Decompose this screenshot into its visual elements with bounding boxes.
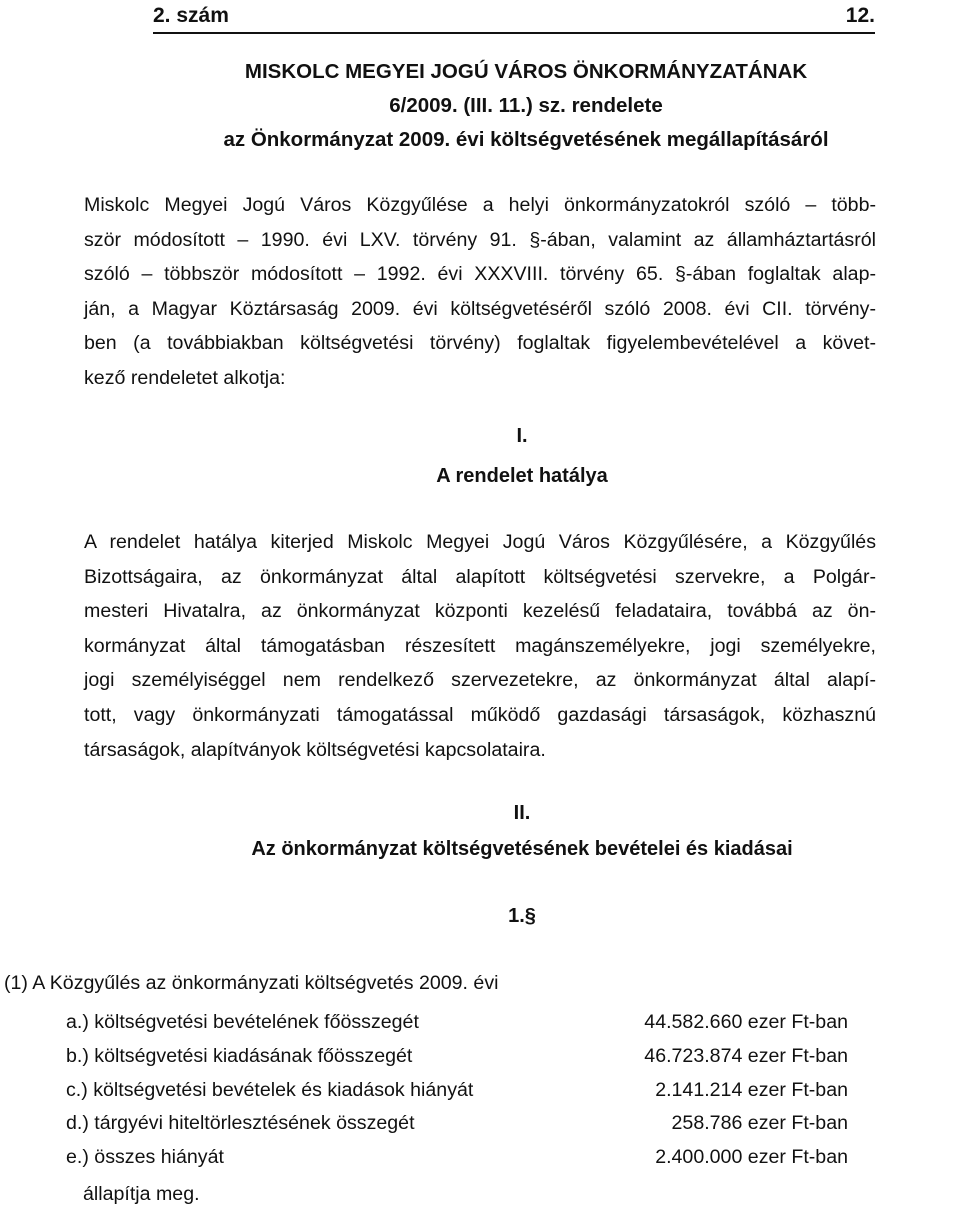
section-1-line: Bizottságaira, az önkormányzat által alapított költségvetési szervekre, a Polgár-: [84, 565, 876, 588]
paragraph-number: 1.§: [508, 905, 536, 927]
section-1-line: mesteri Hivatalra, az önkormányzat központi kezelésű feladataira, továbbá az ön-: [84, 600, 876, 623]
section-1-title: A rendelet hatálya: [436, 465, 608, 487]
preamble-line: ben (a továbbiakban költségvetési törvény) foglaltak figyelembevételével a követ-: [84, 332, 876, 355]
preamble-line: szóló – többször módosított – 1992. évi XXXVIII. törvény 65. §-ában foglaltak alap-: [84, 263, 876, 286]
page-number: 12.: [845, 4, 875, 27]
paragraph-closing: állapítja meg.: [83, 1183, 200, 1205]
budget-item-amount: 2.141.214 ezer Ft-ban: [655, 1078, 848, 1101]
section-1-line: jogi személyiséggel nem rendelkező szervezetekre, az önkormányzat által alapí-: [84, 669, 876, 692]
budget-item: [66, 1006, 848, 1040]
budget-item-label: d.) tárgyévi hiteltörlesztésének összegét: [66, 1112, 415, 1135]
paragraph-intro: (1) A Közgyűlés az önkormányzati költségvetés 2009. évi: [4, 972, 499, 994]
page-header: [153, 2, 875, 34]
budget-item: [66, 1141, 848, 1175]
title-line-3: az Önkormányzat 2009. évi költségvetésének megállapításáról: [223, 128, 829, 151]
section-1-line: társaságok, alapítványok költségvetési kapcsolataira.: [84, 738, 546, 761]
budget-item-amount: 44.582.660 ezer Ft-ban: [644, 1011, 848, 1033]
section-2-title: Az önkormányzat költségvetésének bevételei és kiadásai: [251, 838, 793, 860]
section-1-line: tott, vagy önkormányzati támogatással működő gazdasági társaságok, közhasznú: [84, 703, 876, 726]
budget-item-label: a.) költségvetési bevételének főösszegét: [66, 1011, 419, 1033]
section-1-paragraph: [84, 525, 876, 767]
budget-item: [66, 1040, 848, 1074]
budget-item-amount: 46.723.874 ezer Ft-ban: [644, 1044, 848, 1067]
budget-item-amount: 258.786 ezer Ft-ban: [671, 1112, 848, 1135]
budget-item-label: e.) összes hiányát: [66, 1146, 224, 1169]
budget-items-list: [66, 1006, 848, 1175]
issue-number: 2. szám: [153, 4, 229, 27]
title-line-1: MISKOLC MEGYEI JOGÚ VÁROS ÖNKORMÁNYZATÁNAK: [244, 60, 808, 83]
budget-item-label: c.) költségvetési bevételek és kiadások hiányát: [66, 1078, 474, 1101]
budget-item: [66, 1074, 848, 1108]
preamble-line: Miskolc Megyei Jogú Város Közgyűlése a helyi önkormányzatokról szóló – több-: [84, 194, 876, 216]
section-1-number: I.: [516, 425, 528, 447]
budget-item: [66, 1107, 848, 1141]
preamble-line: ján, a Magyar Köztársaság 2009. évi költségvetéséről szóló 2008. évi CII. törvény-: [84, 297, 876, 320]
document-title: [0, 55, 960, 157]
section-2-number: II.: [513, 802, 531, 824]
budget-item-label: b.) költségvetési kiadásának főösszegét: [66, 1044, 413, 1067]
preamble-paragraph: [84, 188, 876, 396]
section-1-line: A rendelet hatálya kiterjed Miskolc Megyei Jogú Város Közgyűlésére, a Közgyűlés: [84, 531, 876, 553]
budget-item-amount: 2.400.000 ezer Ft-ban: [655, 1146, 848, 1169]
preamble-line: kező rendeletet alkotja:: [84, 366, 286, 389]
preamble-line: ször módosított – 1990. évi LXV. törvény 91. §-ában, valamint az államháztartásról: [84, 228, 876, 251]
title-line-2: 6/2009. (III. 11.) sz. rendelete: [389, 94, 663, 117]
section-1-line: kormányzat által támogatásban részesített magánszemélyekre, jogi személyekre,: [84, 634, 876, 657]
